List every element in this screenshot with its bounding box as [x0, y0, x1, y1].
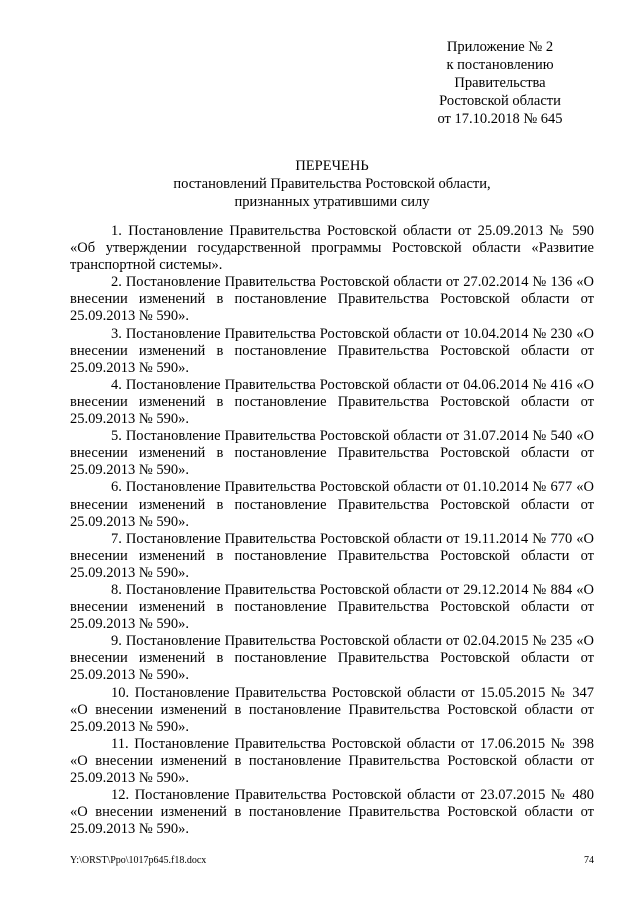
list-item: 9. Постановление Правительства Ростовской области от 02.04.2015 № 235 «О внесении изменений в постановление Правительства Ростовской области от 25.09.2013 № 590». [70, 633, 594, 684]
list-item: 8. Постановление Правительства Ростовской области от 29.12.2014 № 884 «О внесении изменений в постановление Правительства Ростовской области от 25.09.2013 № 590». [70, 581, 594, 633]
repealed-acts-list [70, 223, 594, 838]
document-title: ПЕРЕЧЕНЬ [295, 158, 369, 174]
appendix-line: Ростовской области [439, 93, 561, 109]
appendix-line: Правительства [454, 75, 546, 91]
document-subtitle-line: постановлений Правительства Ростовской области, [173, 176, 491, 192]
list-item: 7. Постановление Правительства Ростовской области от 19.11.2014 № 770 «О внесении изменений в постановление Правительства Ростовской области от 25.09.2013 № 590». [70, 530, 594, 581]
appendix-line: от 17.10.2018 № 645 [437, 111, 563, 127]
document-heading [70, 157, 594, 211]
document-subtitle-line: признанных утратившими силу [234, 194, 430, 210]
list-item: 10. Постановление Правительства Ростовской области от 15.05.2015 № 347 «О внесении изменений в постановление Правительства Ростовской области от 25.09.2013 № 590». [70, 684, 594, 735]
list-item: 4. Постановление Правительства Ростовской области от 04.06.2014 № 416 «О внесении изменений в постановление Правительства Ростовской области от 25.09.2013 № 590». [70, 376, 594, 428]
page-number: 74 [584, 855, 594, 866]
footer-file-path: Y:\ORST\Ppo\1017p645.f18.docx [70, 855, 207, 866]
appendix-line: Приложение № 2 [446, 39, 554, 55]
list-item: 11. Постановление Правительства Ростовской области от 17.06.2015 № 398 «О внесении изменений в постановление Правительства Ростовской области от 25.09.2013 № 590». [70, 735, 594, 786]
list-item: 12. Постановление Правительства Ростовской области от 23.07.2015 № 480 «О внесении изменений в постановление Правительства Ростовской области от 25.09.2013 № 590». [70, 787, 594, 838]
list-item: 1. Постановление Правительства Ростовской области от 25.09.2013 № 590 «Об утверждении государственной программы Ростовской области «Развитие транспортной системы». [70, 223, 594, 274]
appendix-line: к постановлению [446, 57, 554, 73]
list-item: 2. Постановление Правительства Ростовской области от 27.02.2014 № 136 «О внесении изменений в постановление Правительства Ростовской области от 25.09.2013 № 590». [70, 274, 594, 325]
appendix-header [415, 38, 585, 128]
list-item: 5. Постановление Правительства Ростовской области от 31.07.2014 № 540 «О внесении изменений в постановление Правительства Ростовской области от 25.09.2013 № 590». [70, 428, 594, 479]
list-item: 6. Постановление Правительства Ростовской области от 01.10.2014 № 677 «О внесении изменений в постановление Правительства Ростовской области от 25.09.2013 № 590». [70, 479, 594, 530]
list-item: 3. Постановление Правительства Ростовской области от 10.04.2014 № 230 «О внесении изменений в постановление Правительства Ростовской области от 25.09.2013 № 590». [70, 325, 594, 376]
